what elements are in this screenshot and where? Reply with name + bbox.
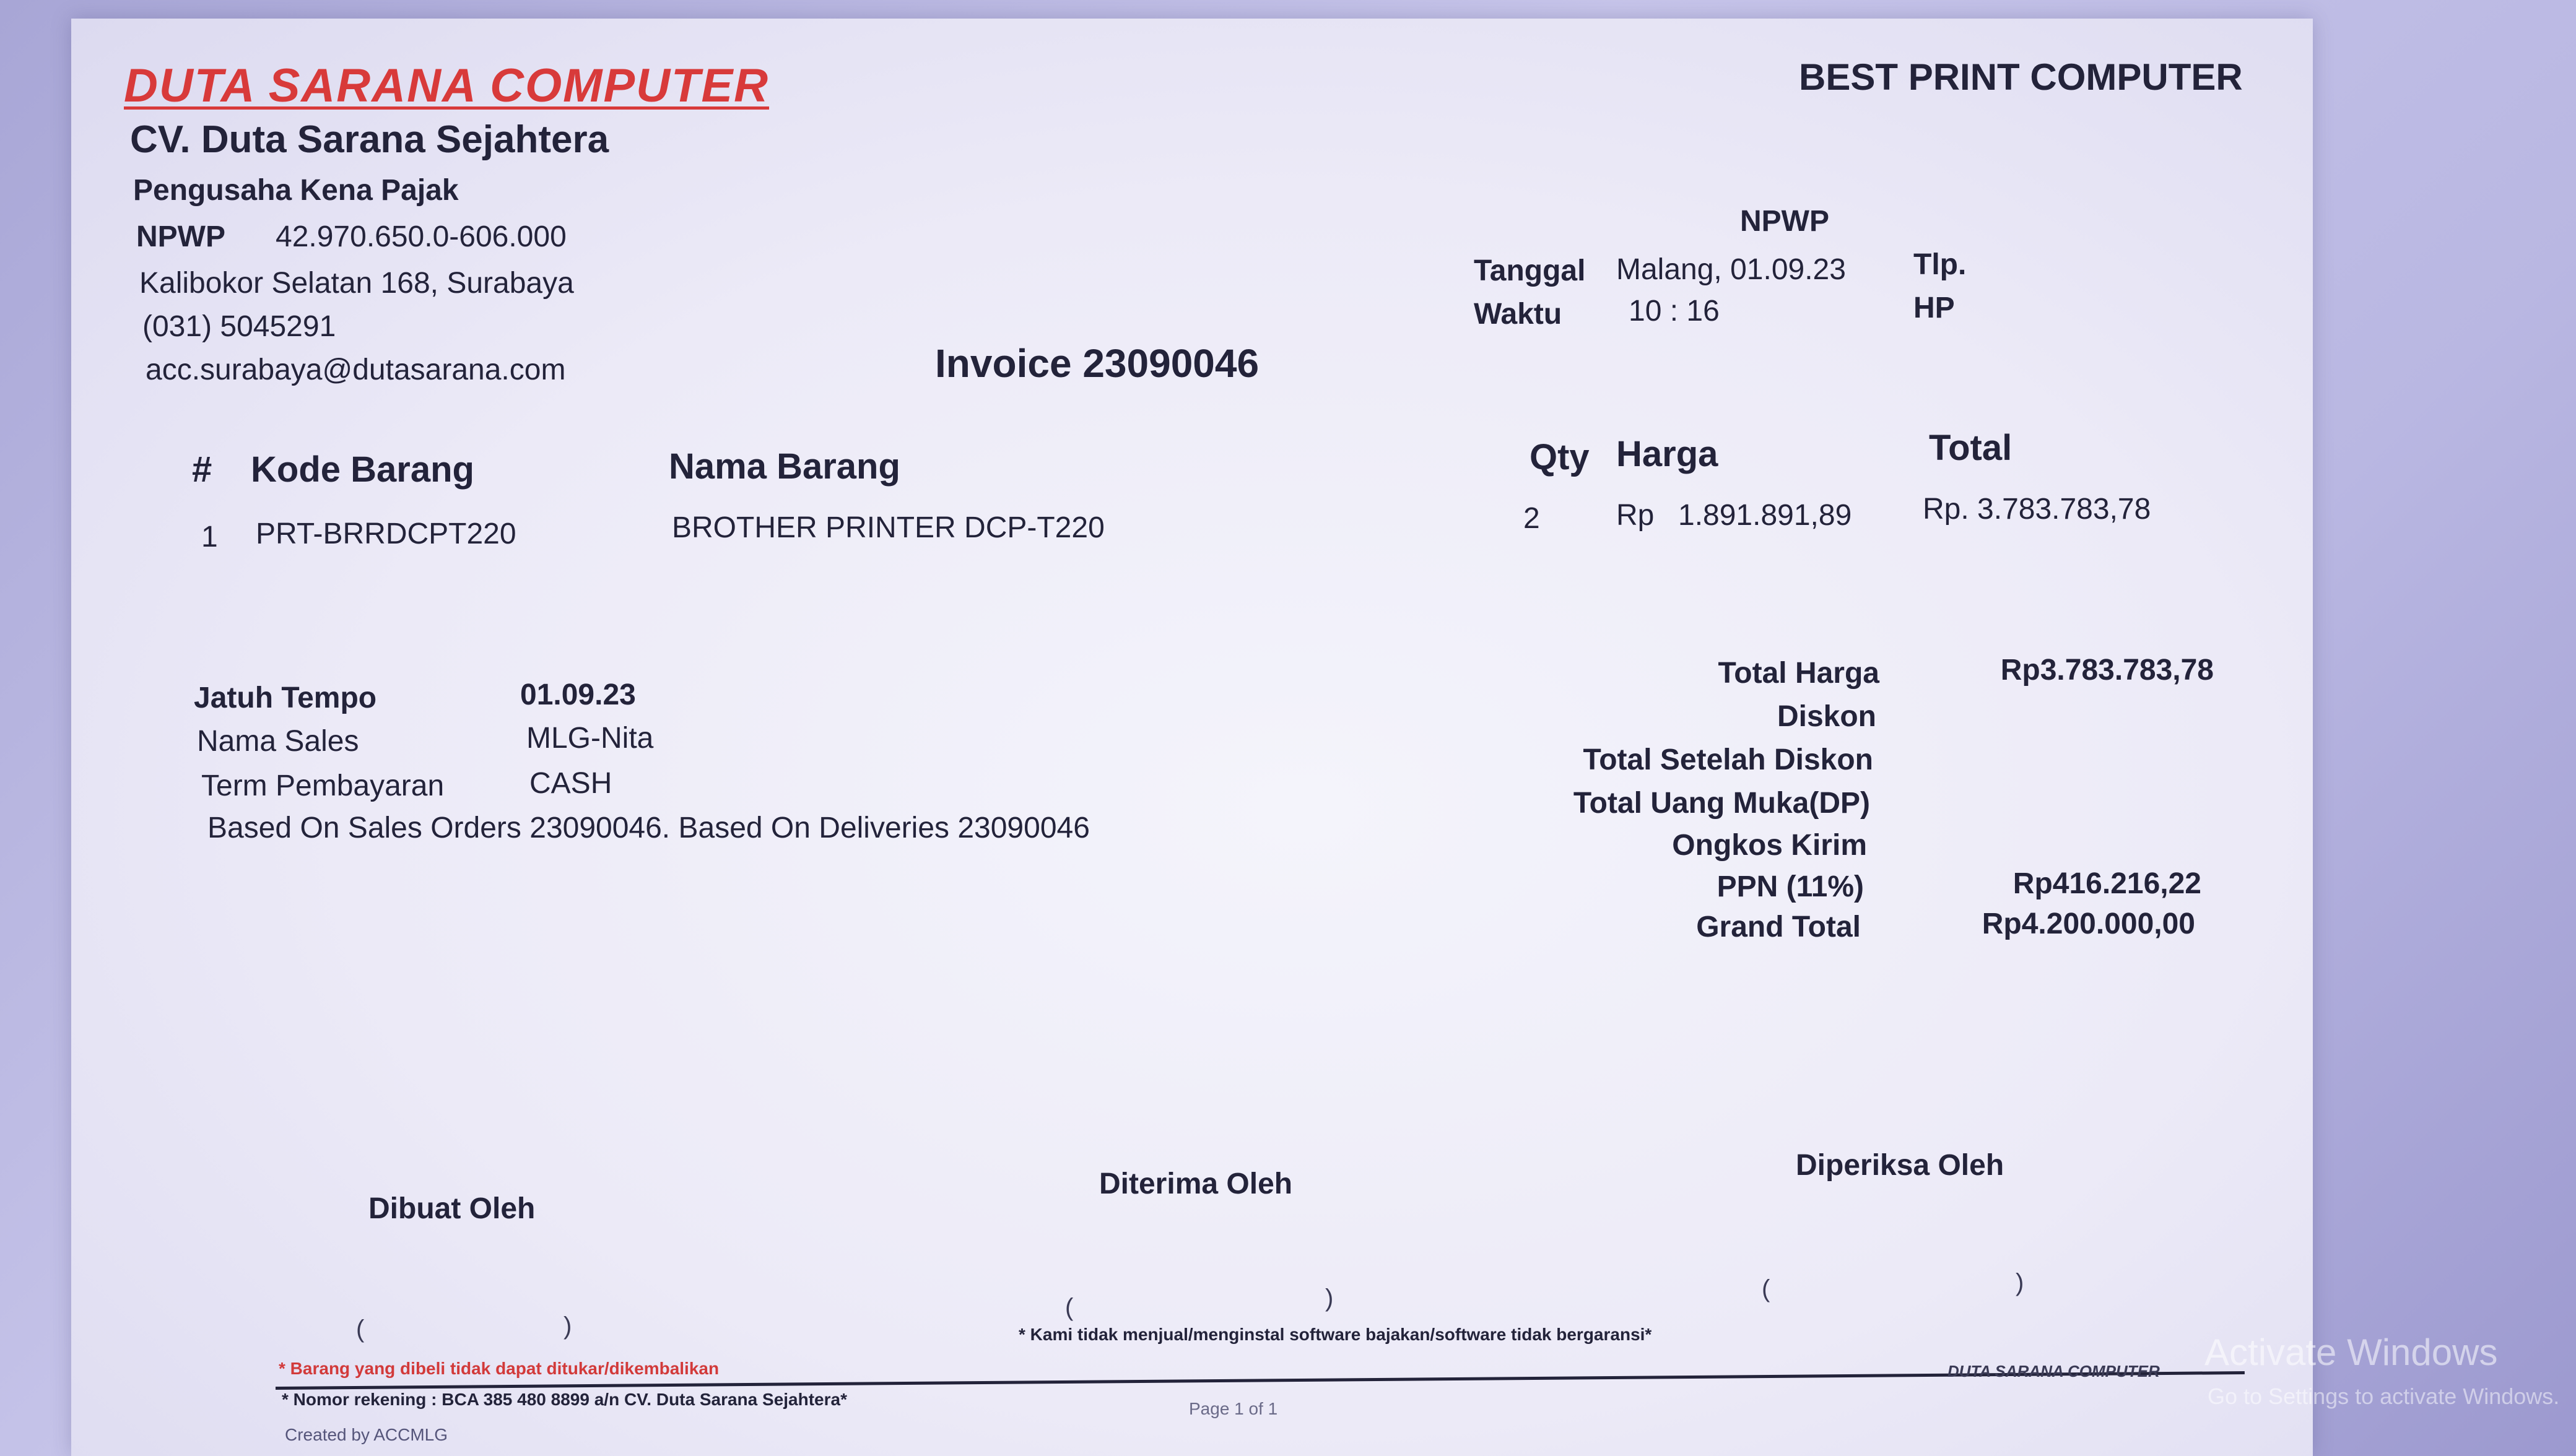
row-kode: PRT-BRRDCPT220 xyxy=(256,518,516,550)
company-npwp-value: 42.970.650.0-606.000 xyxy=(276,220,567,253)
company-npwp-label: NPWP xyxy=(136,220,225,253)
tlp-label: Tlp. xyxy=(1913,248,1967,281)
signature-dibuat-label: Dibuat Oleh xyxy=(368,1192,536,1225)
jatuh-tempo-value: 01.09.23 xyxy=(520,678,636,711)
invoice-title: Invoice 23090046 xyxy=(935,341,1260,386)
signature-diterima-close-paren: ) xyxy=(1325,1285,1334,1312)
col-header-nama: Nama Barang xyxy=(669,446,900,487)
term-value: CASH xyxy=(529,767,612,800)
company-name: CV. Duta Sarana Sejahtera xyxy=(130,118,609,161)
note-software: * Kami tidak menjual/menginstal software bajakan/software tidak bergaransi* xyxy=(1019,1325,1652,1344)
customer-name: BEST PRINT COMPUTER xyxy=(1799,56,2243,98)
setelah-diskon-label: Total Setelah Diskon xyxy=(1583,743,1873,776)
ppn-value: Rp416.216,22 xyxy=(2012,867,2201,900)
company-logo: DUTA SARANA COMPUTER xyxy=(124,59,770,112)
row-qty: 2 xyxy=(1523,502,1540,535)
os-activation-watermark: Activate Windows xyxy=(2204,1332,2498,1373)
term-label: Term Pembayaran xyxy=(201,769,445,802)
created-by: Created by ACCMLG xyxy=(285,1425,448,1444)
signature-diterima-open-paren: ( xyxy=(1065,1294,1074,1321)
company-phone: (031) 5045291 xyxy=(142,310,336,343)
col-header-kode: Kode Barang xyxy=(251,449,474,490)
ongkos-label: Ongkos Kirim xyxy=(1672,829,1867,862)
note-return: * Barang yang dibeli tidak dapat ditukar/dikembalikan xyxy=(279,1359,720,1378)
hp-label: HP xyxy=(1913,292,1955,324)
sales-value: MLG-Nita xyxy=(526,722,654,755)
ppn-label: PPN (11%) xyxy=(1717,870,1864,903)
tanggal-value: Malang, 01.09.23 xyxy=(1616,253,1846,286)
col-header-qty: Qty xyxy=(1530,437,1590,477)
row-harga: 1.891.891,89 xyxy=(1678,499,1852,532)
waktu-label: Waktu xyxy=(1474,298,1562,331)
row-harga-currency: Rp xyxy=(1616,499,1655,532)
col-header-total: Total xyxy=(1929,428,2012,468)
page-indicator: Page 1 of 1 xyxy=(1189,1399,1278,1418)
waktu-value: 10 : 16 xyxy=(1629,295,1720,327)
company-email: acc.surabaya@dutasarana.com xyxy=(146,353,566,386)
diskon-label: Diskon xyxy=(1777,700,1876,733)
row-no: 1 xyxy=(201,521,218,553)
grand-total-value: Rp4.200.000,00 xyxy=(1982,908,2195,940)
footer-logo: DUTA SARANA COMPUTER xyxy=(1947,1362,2160,1380)
col-header-harga: Harga xyxy=(1616,434,1718,474)
signature-dibuat-close-paren: ) xyxy=(564,1312,572,1340)
os-activation-hint: Go to Settings to activate Windows. xyxy=(2208,1384,2560,1409)
company-address: Kalibokor Selatan 168, Surabaya xyxy=(139,267,574,300)
uang-muka-label: Total Uang Muka(DP) xyxy=(1573,787,1870,820)
signature-diperiksa-close-paren: ) xyxy=(2016,1269,2024,1296)
invoice-sheet xyxy=(71,19,2313,1456)
signature-diterima-label: Diterima Oleh xyxy=(1099,1168,1293,1200)
total-harga-value: Rp3.783.783,78 xyxy=(2000,654,2214,687)
signature-diperiksa-label: Diperiksa Oleh xyxy=(1796,1149,2004,1182)
col-header-no: # xyxy=(192,449,212,490)
total-harga-label: Total Harga xyxy=(1718,657,1879,690)
sales-label: Nama Sales xyxy=(197,725,359,758)
based-on-text: Based On Sales Orders 23090046. Based On Deliveries 23090046 xyxy=(207,812,1090,844)
signature-diperiksa-open-paren: ( xyxy=(1762,1275,1770,1302)
tanggal-label: Tanggal xyxy=(1474,254,1586,287)
signature-dibuat-open-paren: ( xyxy=(356,1315,365,1343)
customer-npwp-label: NPWP xyxy=(1740,205,1829,238)
tax-status: Pengusaha Kena Pajak xyxy=(133,174,459,207)
jatuh-tempo-label: Jatuh Tempo xyxy=(194,682,377,714)
row-nama: BROTHER PRINTER DCP-T220 xyxy=(672,511,1105,544)
grand-total-label: Grand Total xyxy=(1696,911,1861,943)
bank-account-note: * Nomor rekening : BCA 385 480 8899 a/n CV. Duta Sarana Sejahtera* xyxy=(282,1390,847,1409)
row-total: Rp. 3.783.783,78 xyxy=(1923,493,2151,526)
